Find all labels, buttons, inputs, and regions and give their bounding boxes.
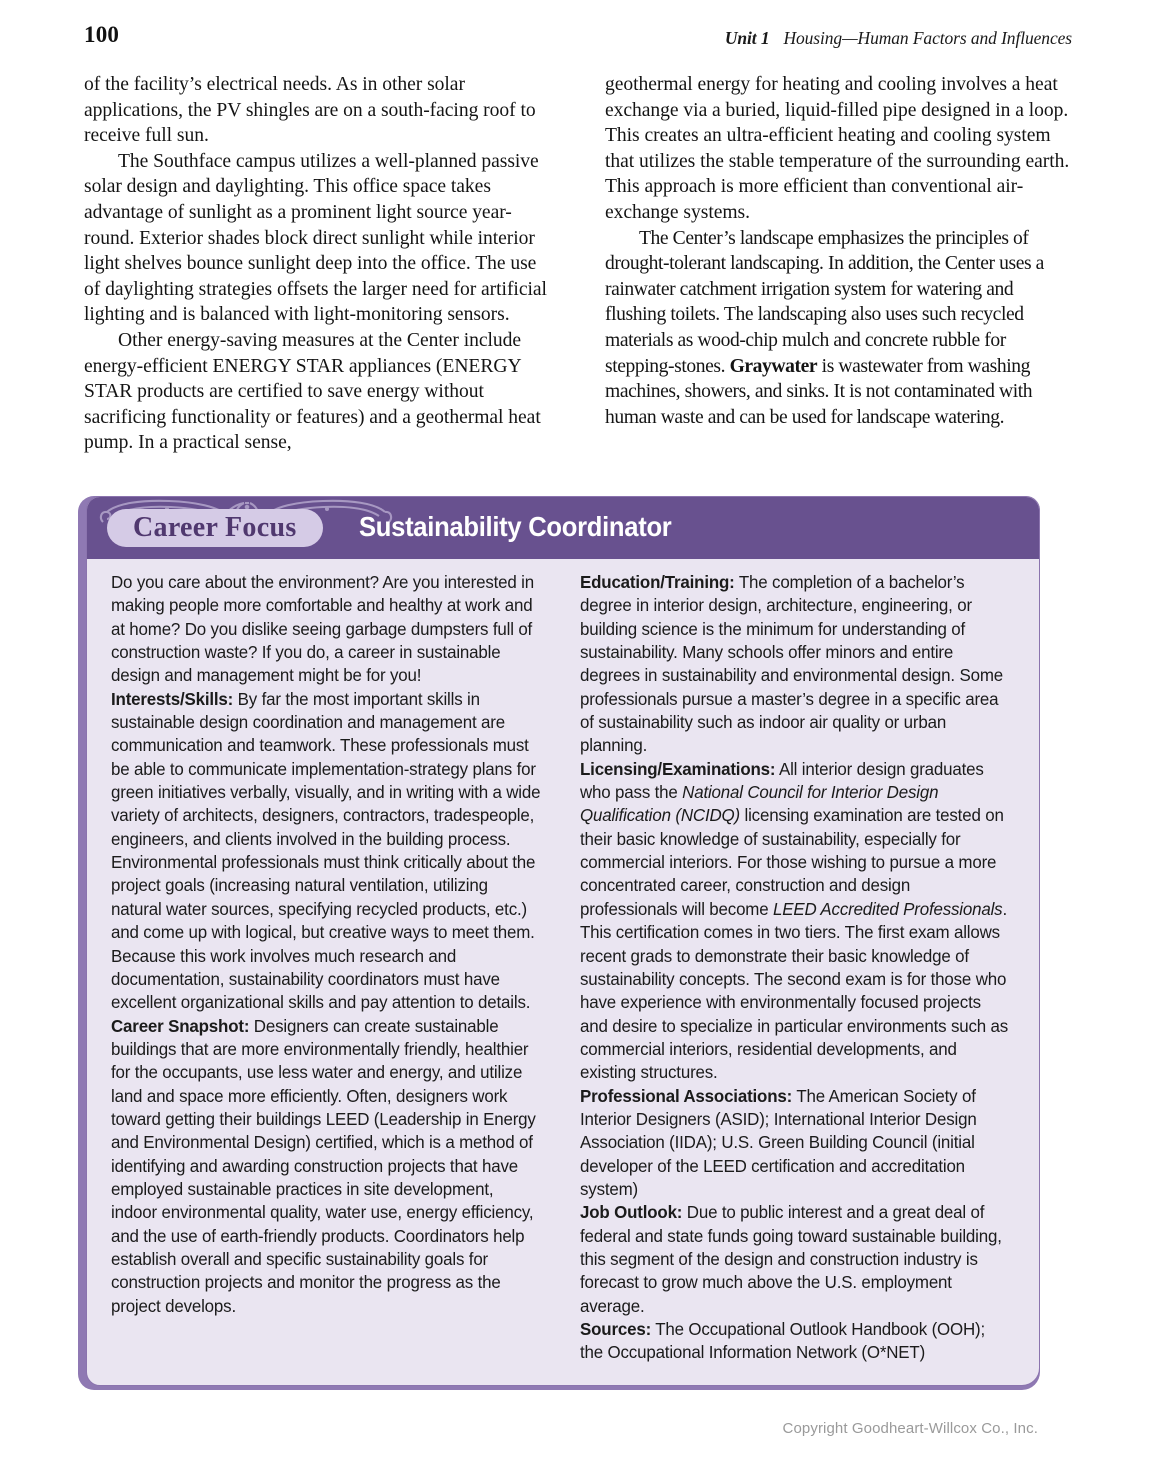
unit-label: Unit 1 — [724, 28, 770, 48]
feature-banner — [87, 497, 1039, 559]
paragraph-graywater — [605, 226, 1072, 431]
licensing-text-3: . This certification comes in two tiers. The first exam allows recent grads to demonstrate their basic knowledge of sustainability concepts. The second exam is for those who have experience with environmentally focused projects and desire to specialize in particular environments such as commercial interiors, residential developments, and existing structures. — [580, 898, 1009, 1083]
sources-text: The Occupational Outlook Handbook (OOH); the Occupational Information Network (O*NET) — [580, 1319, 986, 1363]
associations-paragraph — [580, 1085, 1010, 1202]
running-head-title — [725, 28, 1072, 49]
career-focus-badge — [107, 509, 323, 547]
licensing-text-2: licensing examination are tested on their basic knowledge of sustainability, especially for commercial interiors. For those wishing to pursue a more concentrated career, construction and design professionals will become — [580, 805, 1004, 919]
outlook-heading: Job Outlook: — [580, 1202, 683, 1223]
snapshot-text: Designers can create sustainable buildings that are more environmentally friendly, healthier for the occupants, use less water and energy, and utilize land and space more efficiently. Often, designers work toward getting their buildings LEED (Leadership in Energy and Environmental Design) certified, which is a method of identifying and awarding construction projects that have employed sustainable practices in site development, indoor environmental quality, water use, energy efficiency, and the use of earth-friendly products. Coordinators help establish overall and specific sustainability goals for construction projects and monitor the progress as the project develops. — [111, 1015, 536, 1316]
interests-paragraph — [111, 688, 541, 1015]
paragraph-text-before: The Center’s landscape emphasizes the principles of drought-tolerant landscaping. In addition, the Center uses a rainwater catchment irrigation system for watering and flushing toilets. The landscaping also uses such recycled materials as wood-chip mulch and concrete rubble for stepping-stones. — [605, 227, 1044, 377]
paragraph-text-after: is wastewater from washing machines, showers, and sinks. It is not contaminated with human waste and can be used for landscape watering. — [605, 355, 1033, 428]
page-number: 100 — [84, 22, 120, 47]
paragraph: Other energy-saving measures at the Center include energy-efficient ENERGY STAR appliances (ENERGY STAR products are certified to save energy without sacrificing functionality or features) and a geothermal heat pump. In a practical sense, — [84, 329, 541, 454]
feature-column-left — [111, 571, 548, 1365]
sources-heading: Sources: — [580, 1319, 652, 1339]
feature-box — [86, 496, 1040, 1386]
outlook-text: Due to public interest and a great deal of federal and state funds going toward sustainable building, this segment of the design and construction industry is forecast to grow much above the U.S. employment average. — [580, 1202, 1002, 1316]
body-columns — [84, 72, 1072, 456]
running-head — [84, 22, 1072, 56]
career-title: Sustainability Coordinator — [359, 511, 672, 542]
paragraph: The Southface campus utilizes a well-planned passive solar design and daylighting. This office space takes advantage of sunlight as a prominent light source year-round. Exterior shades block direct sunlight while interior light shelves bounce sunlight deep into the office. The use of daylighting strategies offsets the larger need for artificial lighting and is balanced with light-monitoring sensors. — [84, 150, 547, 326]
education-paragraph — [580, 571, 1010, 758]
licensing-text-1: All interior design graduates who pass the — [580, 758, 984, 803]
associations-text: The American Society of Interior Designers (ASID); International Interior Design Association (IIDA); U.S. Green Building Council (initial developer of the LEED certification and accreditation system) — [580, 1085, 977, 1199]
licensing-paragraph — [580, 758, 1010, 1085]
snapshot-heading: Career Snapshot: — [111, 1015, 250, 1036]
copyright-notice: Copyright Goodheart-Willcox Co., Inc. — [782, 1420, 1038, 1437]
paragraph: geothermal energy for heating and cooling involves a heat exchange via a buried, liquid-filled pipe designed in a loop. This creates an ultra-efficient heating and cooling system that utilizes the stable temperature of the surrounding earth. This approach is more efficient than conventional air-exchange systems. — [605, 74, 1070, 223]
paragraph: of the facility’s electrical needs. As in other solar applications, the PV shingles are on a south-facing roof to receive full sun. — [84, 74, 536, 147]
glossary-term: Graywater — [729, 355, 818, 377]
ncidq-title: National Council for Interior Design Qualification (NCIDQ) — [580, 782, 939, 826]
interests-text: By far the most important skills in sustainable design coordination and management are communication and teamwork. These professionals must be able to communicate implementation-strategy plans for green initiatives verbally, visually, and in writing with a wide variety of architects, designers, contractors, tradespeople, engineers, and clients involved in the building process. Environmental professionals must think critically about the project goals (increasing natural ventilation, utilizing natural water sources, specifying recycled products, etc.) and come up with logical, but creative ways to meet them. Because this work involves much research and documentation, sustainability coordinators must have excellent organizational skills and pay attention to details. — [111, 688, 541, 1013]
leed-ap-title: LEED Accredited Professionals — [772, 898, 1003, 919]
career-focus-feature — [78, 496, 1040, 1390]
snapshot-paragraph — [111, 1015, 541, 1318]
interests-heading: Interests/Skills: — [111, 688, 234, 709]
education-heading: Education/Training: — [580, 572, 735, 592]
feature-column-right — [580, 571, 1017, 1365]
licensing-heading: Licensing/Examinations: — [580, 758, 776, 779]
sources-paragraph — [580, 1318, 1010, 1365]
career-focus-badge-label: Career Focus — [133, 512, 297, 543]
associations-heading: Professional Associations: — [580, 1085, 793, 1106]
education-text: The completion of a bachelor’s degree in interior design, architecture, engineering, or building science is the minimum for understanding of sustainability. Many schools offer minors and entire degrees in sustainability and environmental design. Some professionals pursue a master’s degree in a specific area of sustainability such as indoor air quality or urban planning. — [580, 572, 1003, 756]
unit-title: Housing—Human Factors and Influences — [783, 28, 1072, 48]
feature-content — [87, 559, 1039, 1365]
body-column-left — [84, 72, 551, 456]
intro-paragraph: Do you care about the environment? Are you interested in making people more comfortable and healthy at work and at home? Do you dislike seeing garbage dumpsters full of construction waste? If you do, a career in sustainable design and management might be for you! — [111, 572, 534, 686]
body-column-right — [605, 72, 1072, 456]
outlook-paragraph — [580, 1201, 1010, 1318]
